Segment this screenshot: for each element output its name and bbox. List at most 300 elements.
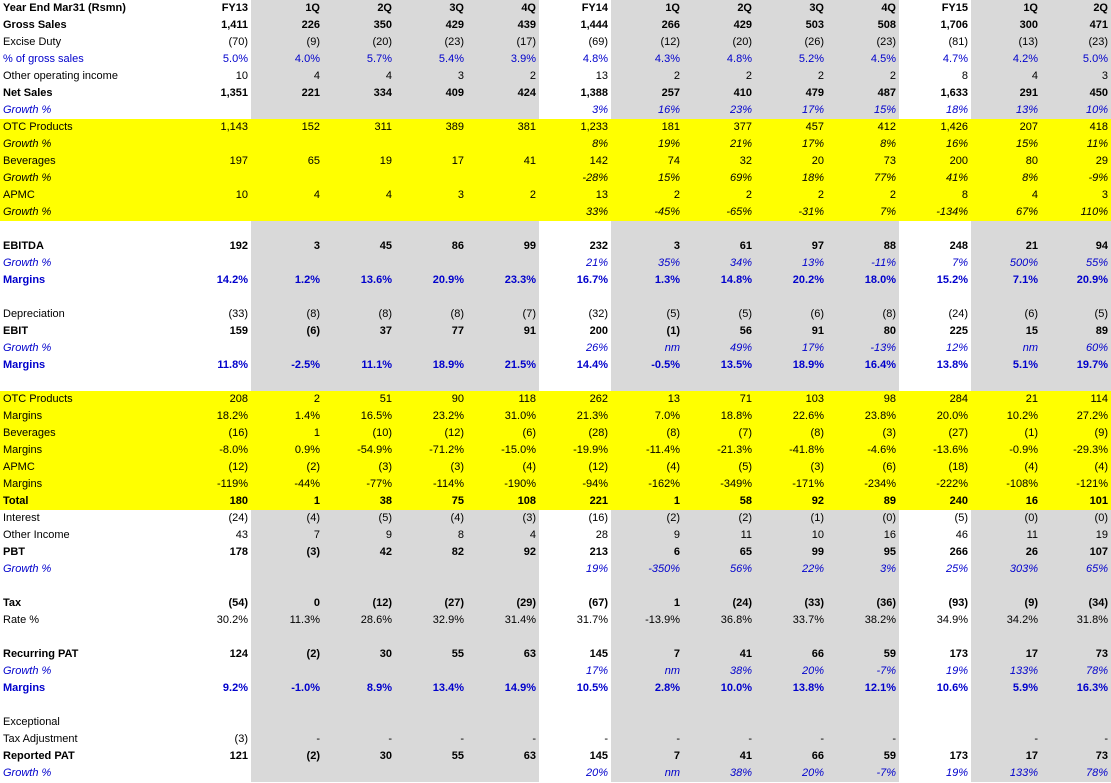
cell-value: (24): [683, 595, 755, 612]
cell-value: (6): [251, 323, 323, 340]
cell-value: [323, 629, 395, 646]
cell-value: 60%: [1041, 340, 1111, 357]
cell-value: 20%: [585, 767, 608, 779]
cell-value: 3.9%: [467, 51, 539, 68]
cell-value: [467, 765, 539, 782]
cell-value: [467, 374, 539, 391]
cell-value: 7: [251, 527, 323, 544]
cell-value: 99: [755, 544, 827, 561]
cell-value: 16.5%: [323, 408, 395, 425]
cell-value: (26): [755, 34, 827, 51]
row-label: Growth %: [0, 204, 175, 221]
cell-value: (1): [611, 323, 683, 340]
cell-value: 21%: [683, 136, 755, 153]
cell-value: 41: [683, 646, 755, 663]
cell-value: [827, 289, 899, 306]
cell-value: -11%: [827, 255, 899, 272]
cell-value: -94%: [539, 476, 611, 493]
cell-value: (20): [683, 34, 755, 51]
table-row: [0, 476, 1111, 493]
cell-value: (70): [228, 36, 248, 48]
cell-value: 98: [827, 391, 899, 408]
cell-value: 1,351: [220, 87, 248, 99]
cell-value: 4.8%: [582, 53, 608, 65]
cell-value: 66: [755, 646, 827, 663]
row-label: Beverages: [0, 425, 175, 442]
row-label: OTC Products: [0, 391, 175, 408]
cell-value: 3%: [827, 561, 899, 578]
cell-value: (33): [755, 595, 827, 612]
cell-value: 15%: [611, 170, 683, 187]
cell-value: 200: [899, 153, 971, 170]
cell-value: 1,426: [899, 119, 971, 136]
row-label: APMC: [0, 459, 175, 476]
cell-value: -2.5%: [251, 357, 323, 374]
cell-value: 51: [323, 391, 395, 408]
cell-value: 65: [251, 153, 323, 170]
table-row: [0, 374, 1111, 391]
cell-value: 152: [251, 119, 323, 136]
row-label: [0, 221, 175, 238]
table-row: [0, 357, 1111, 374]
cell-value: 2: [827, 187, 899, 204]
cell-value: -7%: [827, 663, 899, 680]
cell-value: (69): [588, 36, 608, 48]
cell-value: [395, 170, 467, 187]
cell-value: 1,143: [175, 119, 251, 136]
cell-value: 377: [683, 119, 755, 136]
cell-value: 7.0%: [611, 408, 683, 425]
cell-value: (23): [395, 34, 467, 51]
cell-value: (20): [323, 34, 395, 51]
cell-value: 82: [395, 544, 467, 561]
header-label: Year End Mar31 (Rsmn): [3, 2, 126, 14]
cell-value: (3): [323, 459, 395, 476]
cell-value: 4.5%: [827, 51, 899, 68]
cell-value: 409: [395, 85, 467, 102]
cell-value: 4.0%: [251, 51, 323, 68]
cell-value: 14.2%: [216, 274, 248, 286]
cell-value: 23.2%: [395, 408, 467, 425]
cell-value: 429: [683, 17, 755, 34]
cell-value: 10.2%: [971, 408, 1041, 425]
cell-value: 17: [971, 748, 1041, 765]
row-label: Growth %: [3, 563, 52, 575]
header-period: 1Q: [251, 0, 323, 17]
cell-value: [467, 136, 539, 153]
cell-value: 5.1%: [971, 357, 1041, 374]
row-label: Tax Adjustment: [3, 733, 78, 745]
cell-value: 21.3%: [539, 408, 611, 425]
cell-value: -134%: [899, 204, 971, 221]
cell-value: 25%: [945, 563, 968, 575]
cell-value: 4: [467, 527, 539, 544]
cell-value: (0): [827, 510, 899, 527]
table-row: [0, 323, 1111, 340]
cell-value: 56%: [683, 561, 755, 578]
cell-value: [899, 221, 971, 238]
cell-value: (9): [251, 34, 323, 51]
cell-value: 16%: [611, 102, 683, 119]
cell-value: 31.4%: [467, 612, 539, 629]
cell-value: 226: [251, 17, 323, 34]
cell-value: [1041, 578, 1111, 595]
cell-value: 3: [251, 238, 323, 255]
cell-value: (23): [827, 34, 899, 51]
cell-value: [175, 221, 251, 238]
table-row: [0, 425, 1111, 442]
cell-value: (4): [611, 459, 683, 476]
cell-value: 45: [323, 238, 395, 255]
cell-value: 38.2%: [827, 612, 899, 629]
cell-value: (24): [948, 308, 968, 320]
cell-value: 20.9%: [1041, 272, 1111, 289]
header-period: FY14: [581, 2, 608, 14]
cell-value: 46: [955, 529, 968, 541]
header-period: FY13: [221, 2, 248, 14]
cell-value: 18.0%: [827, 272, 899, 289]
cell-value: -7%: [827, 765, 899, 782]
cell-value: 145: [589, 750, 608, 762]
cell-value: [971, 697, 1041, 714]
table-row: [0, 612, 1111, 629]
cell-value: 2: [467, 68, 539, 85]
cell-value: 5.7%: [323, 51, 395, 68]
cell-value: -0.9%: [971, 442, 1041, 459]
cell-value: [251, 204, 323, 221]
cell-value: (33): [228, 308, 248, 320]
row-label: [0, 578, 175, 595]
cell-value: [175, 697, 251, 714]
cell-value: 207: [971, 119, 1041, 136]
cell-value: -114%: [395, 476, 467, 493]
cell-value: [251, 714, 323, 731]
cell-value: 142: [539, 153, 611, 170]
cell-value: 32: [683, 153, 755, 170]
cell-value: 0.9%: [251, 442, 323, 459]
row-label: Growth %: [3, 342, 52, 354]
cell-value: (12): [323, 595, 395, 612]
cell-value: 3: [1041, 68, 1111, 85]
cell-value: 80: [971, 153, 1041, 170]
cell-value: 4: [971, 187, 1041, 204]
cell-value: 71: [683, 391, 755, 408]
cell-value: nm: [611, 765, 683, 782]
cell-value: [467, 221, 539, 238]
cell-value: 192: [229, 240, 248, 252]
cell-value: 66: [755, 748, 827, 765]
cell-value: 303%: [971, 561, 1041, 578]
cell-value: (3): [467, 510, 539, 527]
table-row: [0, 731, 1111, 748]
cell-value: -: [683, 731, 755, 748]
cell-value: 78%: [1041, 765, 1111, 782]
table-row: [0, 170, 1111, 187]
cell-value: [467, 204, 539, 221]
cell-value: (3): [827, 425, 899, 442]
cell-value: 240: [899, 493, 971, 510]
cell-value: 114: [1041, 391, 1111, 408]
cell-value: 108: [467, 493, 539, 510]
cell-value: 61: [683, 238, 755, 255]
cell-value: 1.3%: [611, 272, 683, 289]
table-row: [0, 646, 1111, 663]
cell-value: -: [1041, 731, 1111, 748]
cell-value: [395, 102, 467, 119]
cell-value: 31.0%: [467, 408, 539, 425]
cell-value: (12): [175, 459, 251, 476]
cell-value: 37: [323, 323, 395, 340]
cell-value: (9): [1041, 425, 1111, 442]
cell-value: -13%: [827, 340, 899, 357]
cell-value: 262: [539, 391, 611, 408]
table-row: [0, 663, 1111, 680]
cell-value: (4): [971, 459, 1041, 476]
cell-value: -190%: [467, 476, 539, 493]
cell-value: 159: [229, 325, 248, 337]
cell-value: (2): [683, 510, 755, 527]
cell-value: 19: [1041, 527, 1111, 544]
row-label: Gross Sales: [3, 19, 67, 31]
cell-value: (0): [971, 510, 1041, 527]
cell-value: 121: [229, 750, 248, 762]
cell-value: 65: [683, 544, 755, 561]
cell-value: -: [611, 731, 683, 748]
cell-value: 4.7%: [942, 53, 968, 65]
cell-value: [251, 340, 323, 357]
cell-value: -: [827, 731, 899, 748]
row-label: Other Income: [3, 529, 70, 541]
cell-value: 266: [611, 17, 683, 34]
table-row: [0, 629, 1111, 646]
cell-value: 410: [683, 85, 755, 102]
cell-value: [323, 221, 395, 238]
cell-value: 180: [175, 493, 251, 510]
cell-value: [175, 629, 251, 646]
cell-value: 1: [611, 493, 683, 510]
cell-value: 10%: [1041, 102, 1111, 119]
cell-value: -171%: [755, 476, 827, 493]
cell-value: -: [971, 731, 1041, 748]
cell-value: [611, 374, 683, 391]
cell-value: 18.9%: [395, 357, 467, 374]
cell-value: -349%: [683, 476, 755, 493]
cell-value: (2): [251, 748, 323, 765]
cell-value: (8): [611, 425, 683, 442]
cell-value: [395, 221, 467, 238]
cell-value: [323, 289, 395, 306]
cell-value: 15%: [827, 102, 899, 119]
cell-value: 101: [1041, 493, 1111, 510]
table-row: [0, 51, 1111, 68]
row-label: Growth %: [3, 104, 52, 116]
cell-value: 16.3%: [1041, 680, 1111, 697]
cell-value: 2: [611, 68, 683, 85]
cell-value: (6): [971, 306, 1041, 323]
cell-value: 73: [1041, 646, 1111, 663]
cell-value: 23%: [683, 102, 755, 119]
cell-value: -234%: [827, 476, 899, 493]
cell-value: 28.6%: [323, 612, 395, 629]
row-label: Margins: [3, 359, 46, 371]
cell-value: 55: [395, 646, 467, 663]
cell-value: (2): [611, 510, 683, 527]
cell-value: (5): [611, 306, 683, 323]
cell-value: [175, 714, 251, 731]
cell-value: 8: [899, 187, 971, 204]
cell-value: 28: [595, 529, 608, 541]
cell-value: [251, 136, 323, 153]
table-row: [0, 238, 1111, 255]
cell-value: 69%: [683, 170, 755, 187]
cell-value: 20%: [755, 663, 827, 680]
row-label: Margins: [0, 442, 175, 459]
row-label: [0, 374, 175, 391]
cell-value: [251, 765, 323, 782]
cell-value: [467, 340, 539, 357]
cell-value: -15.0%: [467, 442, 539, 459]
cell-value: [683, 221, 755, 238]
cell-value: [899, 578, 971, 595]
cell-value: 80: [827, 323, 899, 340]
cell-value: -13.6%: [899, 442, 971, 459]
cell-value: [467, 255, 539, 272]
cell-value: 2: [611, 187, 683, 204]
cell-value: 21: [971, 391, 1041, 408]
cell-value: [683, 374, 755, 391]
cell-value: [899, 629, 971, 646]
row-label: Growth %: [0, 170, 175, 187]
cell-value: (10): [323, 425, 395, 442]
cell-value: 92: [467, 544, 539, 561]
cell-value: 439: [467, 17, 539, 34]
cell-value: [323, 102, 395, 119]
cell-value: [251, 255, 323, 272]
cell-value: 35%: [611, 255, 683, 272]
header-period: 3Q: [395, 0, 467, 17]
cell-value: 471: [1041, 17, 1111, 34]
header-row: [0, 0, 1111, 17]
cell-value: [1041, 289, 1111, 306]
table-row: [0, 221, 1111, 238]
row-label: Recurring PAT: [3, 648, 79, 660]
cell-value: 31.8%: [1041, 612, 1111, 629]
cell-value: 181: [611, 119, 683, 136]
cell-value: 1: [251, 425, 323, 442]
cell-value: 19.7%: [1041, 357, 1111, 374]
cell-value: 4: [323, 187, 395, 204]
cell-value: 38%: [683, 765, 755, 782]
cell-value: -350%: [611, 561, 683, 578]
cell-value: 450: [1041, 85, 1111, 102]
cell-value: 95: [827, 544, 899, 561]
cell-value: -4.6%: [827, 442, 899, 459]
cell-value: [755, 221, 827, 238]
cell-value: -: [251, 731, 323, 748]
cell-value: 5.9%: [971, 680, 1041, 697]
cell-value: 10: [755, 527, 827, 544]
cell-value: nm: [971, 340, 1041, 357]
cell-value: (8): [251, 306, 323, 323]
cell-value: 13.8%: [755, 680, 827, 697]
cell-value: 4: [251, 68, 323, 85]
cell-value: (34): [1041, 595, 1111, 612]
cell-value: 15%: [971, 136, 1041, 153]
cell-value: 103: [755, 391, 827, 408]
cell-value: 311: [323, 119, 395, 136]
cell-value: 4.8%: [683, 51, 755, 68]
cell-value: 2: [467, 187, 539, 204]
cell-value: [971, 221, 1041, 238]
header-period: 2Q: [683, 0, 755, 17]
cell-value: (16): [175, 425, 251, 442]
cell-value: 1,633: [940, 87, 968, 99]
cell-value: 17%: [585, 665, 608, 677]
table-row: [0, 408, 1111, 425]
cell-value: 178: [229, 546, 248, 558]
table-row: [0, 714, 1111, 731]
cell-value: [539, 578, 611, 595]
cell-value: -54.9%: [323, 442, 395, 459]
row-label: APMC: [0, 187, 175, 204]
table-row: [0, 765, 1111, 782]
cell-value: 10.0%: [683, 680, 755, 697]
cell-value: [899, 697, 971, 714]
cell-value: [175, 289, 251, 306]
cell-value: 30: [323, 646, 395, 663]
cell-value: 20.2%: [755, 272, 827, 289]
row-label: [0, 629, 175, 646]
cell-value: -8.0%: [175, 442, 251, 459]
row-label: Rate %: [3, 614, 40, 626]
cell-value: [323, 170, 395, 187]
cell-value: [395, 697, 467, 714]
cell-value: [467, 102, 539, 119]
cell-value: 20.9%: [395, 272, 467, 289]
cell-value: (27): [899, 425, 971, 442]
cell-value: 4: [323, 68, 395, 85]
row-label: Margins: [0, 408, 175, 425]
cell-value: (28): [539, 425, 611, 442]
cell-value: (2): [251, 459, 323, 476]
cell-value: 11%: [1041, 136, 1111, 153]
cell-value: 14.8%: [683, 272, 755, 289]
cell-value: 16.4%: [827, 357, 899, 374]
table-row: [0, 17, 1111, 34]
cell-value: [251, 170, 323, 187]
cell-value: [395, 578, 467, 595]
cell-value: 350: [323, 17, 395, 34]
cell-value: -: [395, 731, 467, 748]
cell-value: [1041, 714, 1111, 731]
cell-value: 291: [971, 85, 1041, 102]
cell-value: [323, 136, 395, 153]
table-row: [0, 68, 1111, 85]
cell-value: 221: [251, 85, 323, 102]
cell-value: 67%: [971, 204, 1041, 221]
cell-value: [683, 697, 755, 714]
cell-value: (7): [467, 306, 539, 323]
cell-value: [539, 374, 611, 391]
cell-value: [395, 289, 467, 306]
cell-value: 19%: [945, 767, 968, 779]
cell-value: [395, 714, 467, 731]
cell-value: (81): [948, 36, 968, 48]
cell-value: (24): [228, 512, 248, 524]
cell-value: 13: [539, 187, 611, 204]
cell-value: 22.6%: [755, 408, 827, 425]
cell-value: 500%: [971, 255, 1041, 272]
